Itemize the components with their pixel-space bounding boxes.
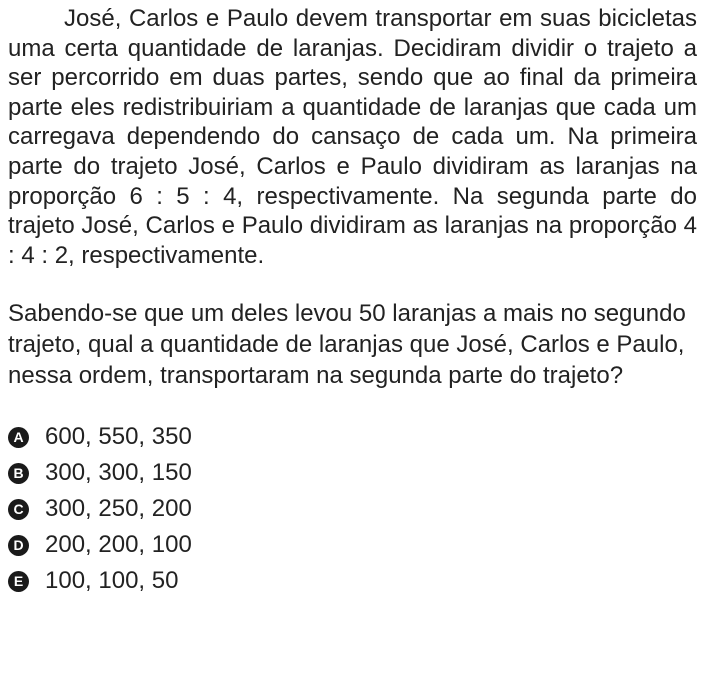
option-c-text: 300, 250, 200: [45, 495, 192, 523]
question-paragraph-1: José, Carlos e Paulo devem transportar em suas bicicletas uma certa quantidade de laranjas. Decidiram dividir o trajeto a ser percorrido em duas partes, sendo que ao final da primeira parte eles redistribuiriam a quantidade de laranjas que cada um carregava dependendo do cansaço de cada um. Na primeira parte do trajeto José, Carlos e Paulo dividiram as laranjas na proporção 6 : 5 : 4, respectivamente. Na segunda parte do trajeto José, Carlos e Paulo dividiram as laranjas na proporção 4 : 4 : 2, respectivamente.: [8, 5, 697, 269]
answer-options: [8, 419, 697, 599]
option-a-badge: A: [8, 427, 29, 448]
option-d-badge: D: [8, 535, 29, 556]
option-e-badge: E: [8, 571, 29, 592]
option-a-text: 600, 550, 350: [45, 423, 192, 451]
option-a[interactable]: [8, 419, 697, 455]
option-d-text: 200, 200, 100: [45, 531, 192, 559]
option-b-text: 300, 300, 150: [45, 459, 192, 487]
option-c[interactable]: [8, 491, 697, 527]
question-paragraph-2: Sabendo-se que um deles levou 50 laranjas a mais no segundo trajeto, qual a quantidade de laranjas que José, Carlos e Paulo, nessa ordem, transportaram na segunda parte do trajeto?: [8, 300, 686, 390]
option-d[interactable]: [8, 527, 697, 563]
option-e-text: 100, 100, 50: [45, 567, 179, 595]
option-b[interactable]: [8, 455, 697, 491]
option-e[interactable]: [8, 563, 697, 599]
option-c-badge: C: [8, 499, 29, 520]
option-b-badge: B: [8, 463, 29, 484]
